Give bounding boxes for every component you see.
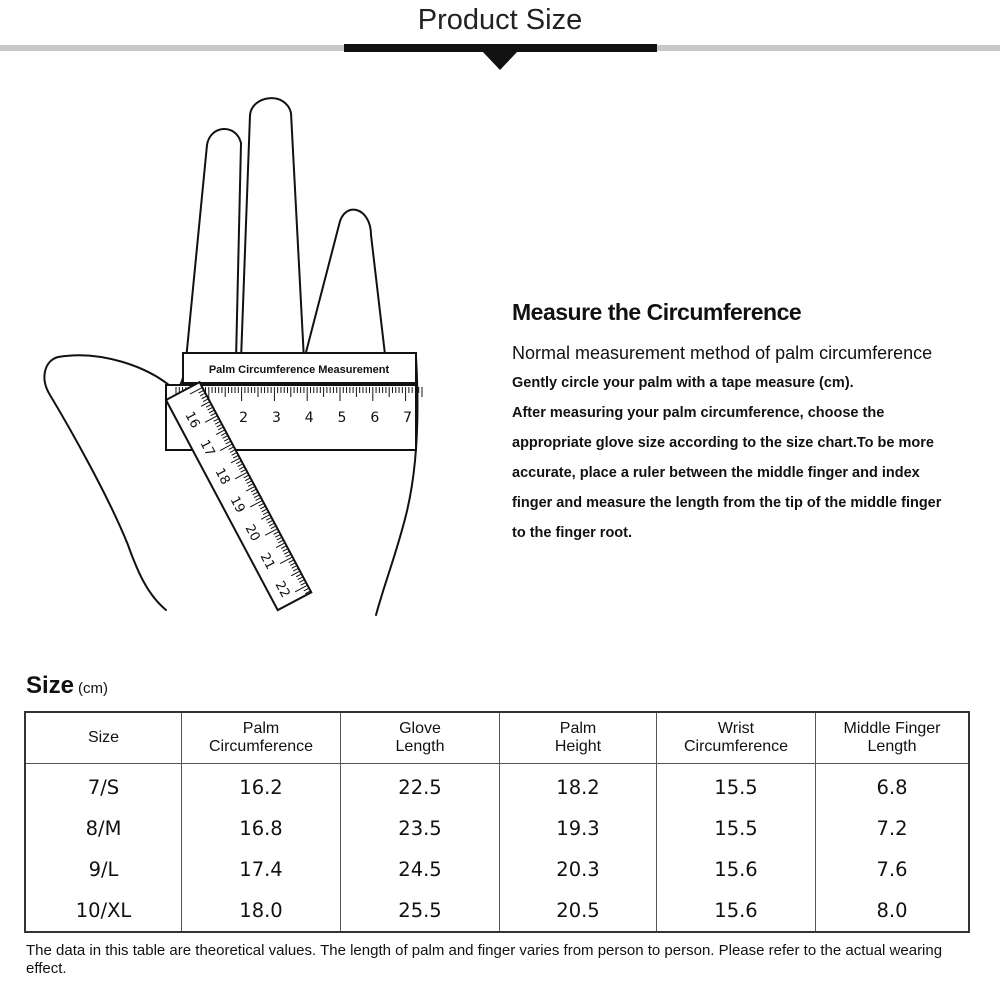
size-table <box>24 711 970 933</box>
table-row <box>25 849 969 890</box>
instruction-line: finger and measure the length from the tip of the middle finger <box>512 495 942 511</box>
size-heading <box>26 672 108 700</box>
ruler-tick-label: 19 <box>226 494 248 516</box>
cell-palm-circumference: 17.4 <box>182 849 341 890</box>
cell-palm-height: 19.3 <box>500 808 657 849</box>
cell-wrist-circumference: 15.6 <box>657 890 816 932</box>
cell-wrist-circumference: 15.6 <box>657 849 816 890</box>
hand-measurement-illustration <box>36 95 436 640</box>
ruler-tick-label: 20 <box>241 522 263 544</box>
table-header-row <box>25 712 969 764</box>
ruler-tick-label: 18 <box>211 465 233 488</box>
header-pointer-icon <box>482 51 518 70</box>
cell-size: 9/L <box>88 858 119 881</box>
ruler-tick-label: 3 <box>271 410 281 426</box>
ruler-tick-label: 21 <box>256 550 278 573</box>
ruler-tick-label: 16 <box>181 409 203 431</box>
header-size: Size <box>25 712 182 764</box>
instruction-line: Gently circle your palm with a tape measure (cm). <box>512 375 854 391</box>
cell-palm-height: 20.3 <box>500 849 657 890</box>
cell-wrist-circumference: 15.5 <box>657 808 816 849</box>
table-row <box>25 890 969 932</box>
cell-middle-finger-length: 6.8 <box>816 764 970 809</box>
cell-palm-height: 18.2 <box>500 764 657 809</box>
instructions-body <box>512 368 972 548</box>
ruler-tick-label: 5 <box>337 410 347 426</box>
instruction-line: After measuring your palm circumference, choose the <box>512 405 885 421</box>
cell-wrist-circumference: 15.5 <box>657 764 816 809</box>
cell-palm-circumference: 16.8 <box>182 808 341 849</box>
instruction-line: appropriate glove size according to the size chart.To be more <box>512 435 934 451</box>
cell-glove-length: 25.5 <box>341 890 500 932</box>
instruction-line: accurate, place a ruler between the middle finger and index <box>512 465 920 481</box>
figure-label: Palm Circumference Measurement <box>208 364 390 376</box>
instruction-line: to the finger root. <box>512 525 633 541</box>
ruler-tick-label: 2 <box>239 410 249 426</box>
size-heading-label: Size <box>26 672 75 699</box>
table-row <box>25 808 969 849</box>
instructions-title: Measure the Circumference <box>512 299 802 325</box>
cell-middle-finger-length: 7.6 <box>816 849 970 890</box>
ruler-tick-label: 22 <box>271 578 293 601</box>
ruler-tick-label: 7 <box>403 410 413 426</box>
size-heading-unit: (cm) <box>78 680 109 697</box>
cell-palm-height: 20.5 <box>500 890 657 932</box>
table-row <box>25 764 969 809</box>
cell-size: 8/M <box>85 817 122 840</box>
ruler-tick-label: 6 <box>370 410 380 426</box>
measurement-instructions <box>512 296 972 548</box>
cell-middle-finger-length: 7.2 <box>816 808 970 849</box>
cell-palm-circumference: 18.0 <box>182 890 341 932</box>
header-palm-height: Palm Height <box>500 712 657 764</box>
cell-glove-length: 24.5 <box>341 849 500 890</box>
header-glove-length: Glove Length <box>341 712 500 764</box>
ruler-tick-label: 4 <box>304 410 314 426</box>
cell-size: 10/XL <box>75 899 132 922</box>
ruler-tick-label: 17 <box>196 437 218 460</box>
cell-glove-length: 23.5 <box>341 808 500 849</box>
instructions-subtitle: Normal measurement method of palm circumference <box>512 343 933 363</box>
header-wrist-circumference: Wrist Circumference <box>657 712 816 764</box>
footnote: The data in this table are theoretical values. The length of palm and finger varies from person to person. Please refer to the actual wearing effect. <box>26 942 943 977</box>
cell-palm-circumference: 16.2 <box>182 764 341 809</box>
page-title: Product Size <box>417 4 583 36</box>
header-palm-circumference: Palm Circumference <box>182 712 341 764</box>
cell-glove-length: 22.5 <box>341 764 500 809</box>
cell-size: 7/S <box>87 776 120 799</box>
header-middle-finger-length: Middle Finger Length <box>816 712 970 764</box>
cell-middle-finger-length: 8.0 <box>816 890 970 932</box>
